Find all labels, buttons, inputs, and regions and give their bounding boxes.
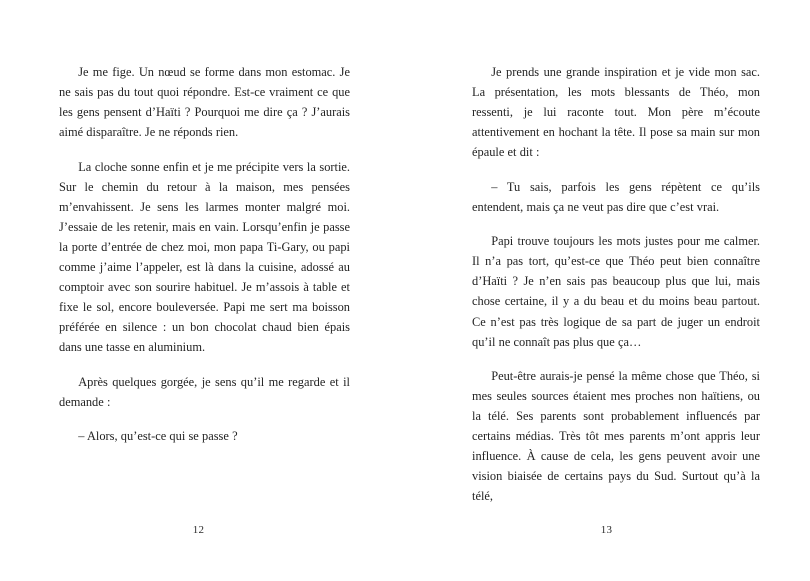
- paragraph: La cloche sonne enfin et je me précipite vers la sortie. Sur le chemin du retour à la maison, mes pensées m’envahissent. Je sens les larmes monter malgré moi. J’essaie de les retenir, mais en vain. Lorsqu’enfin je passe la porte d’entrée de chez moi, mon papa Ti-Gary, ou papi comme j’aime l’appeler, est là dans la cuisine, adossé au comptoir avec son sourire habituel. Je m’assois à table et fixe le sol, encore bouleversée. Papi me sert ma boisson préférée en silence : un bon chocolat chaud bien épais dans une tasse en aluminium.: [59, 159, 350, 355]
- page-left-text-block: [59, 62, 350, 446]
- paragraph: Je prends une grande inspiration et je vide mon sac. La présentation, les mots blessants de Théo, mon ressenti, je lui raconte tout. Mon père m’écoute attentivement en hochant la tête. Il pose sa main sur mon épaule et dit :: [472, 65, 760, 160]
- page-number-right: 13: [600, 524, 613, 536]
- paragraph: Papi trouve toujours les mots justes pour me calmer. Il n’a pas tort, qu’est-ce que Théo peut bien connaître d’Haïti ? Je n’en sais pas beaucoup plus que lui, mais chose certaine, il y a du beau et du moins beau partout. Ce n’est pas très logique de sa part de juger un endroit qu’il ne connaît pas plus que ça…: [472, 234, 760, 349]
- dialogue-line: – Tu sais, parfois les gens répètent ce qu’ils entendent, mais ça ne veut pas dire que c’est vrai.: [472, 179, 760, 214]
- paragraph: Je me fige. Un nœud se forme dans mon estomac. Je ne sais pas du tout quoi répondre. Est-ce vraiment ce que les gens pensent d’Haïti ? Pourquoi me dire ça ? J’aurais aimé disparaître. Je ne réponds rien.: [59, 65, 350, 140]
- page-right-text-block: [472, 62, 760, 506]
- page-number-left: 12: [192, 524, 205, 536]
- paragraph: Après quelques gorgée, je sens qu’il me regarde et il demande :: [59, 374, 350, 409]
- paragraph: Peut-être aurais-je pensé la même chose que Théo, si mes seules sources étaient mes proches non haïtiens, ou la télé. Ses parents sont probablement influencés par certains médias. Très tôt mes parents m’ont appris leur influence. À cause de cela, les gens peuvent avoir une vision biaisée de certains pays du Sud. Surtout qu’à la télé,: [472, 369, 760, 504]
- dialogue-line: – Alors, qu’est-ce qui se passe ?: [78, 429, 238, 444]
- page-right: [405, 0, 810, 581]
